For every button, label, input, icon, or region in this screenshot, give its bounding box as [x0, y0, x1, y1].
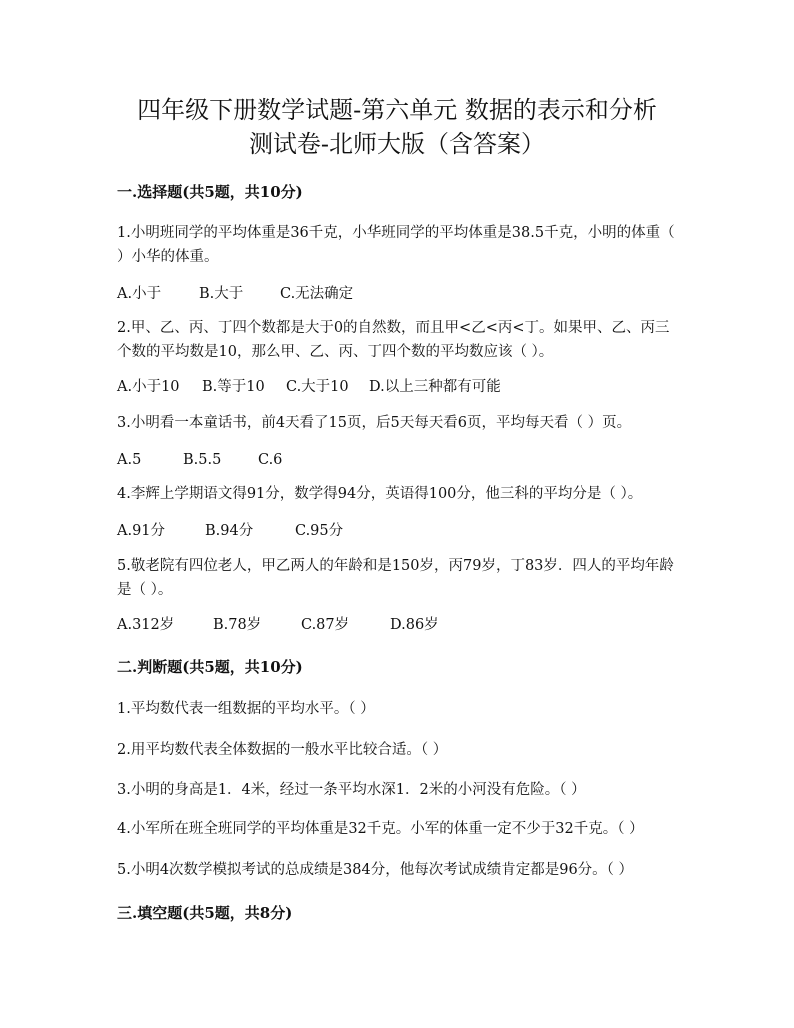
option-d: D.以上三种都有可能 [369, 379, 501, 395]
option-c: C.87岁 [301, 617, 350, 633]
page-title-line-2: 测试卷-北师大版（含答案） [248, 130, 546, 158]
options-row [117, 284, 353, 304]
options-row [117, 377, 501, 397]
question-text: 5.敬老院有四位老人，甲乙两人的年龄和是150岁，丙79岁，丁83岁．四人的平均年龄是（ ）。 [117, 558, 674, 598]
option-b: B.大于 [199, 286, 244, 302]
question-text: 5.小明4次数学模拟考试的总成绩是384分，他每次考试成绩肯定都是96分。（ ） [117, 862, 634, 878]
question-text: 4.小军所在班全班同学的平均体重是32千克。小军的体重一定不少于32千克。（ ） [117, 821, 644, 837]
option-c: C.95分 [295, 523, 344, 539]
section-heading-fill-in: 三.填空题(共5题，共8分) [117, 904, 293, 922]
question-text: 2.用平均数代表全体数据的一般水平比较合适。（ ） [117, 742, 448, 758]
section-heading-choice: 一.选择题(共5题，共10分) [117, 183, 303, 201]
options-row [117, 450, 282, 470]
option-c: C.6 [258, 452, 283, 468]
question-text: 2.甲、乙、丙、丁四个数都是大于0的自然数，而且甲<乙<丙<丁。如果甲、乙、丙三个数的平均数是10，那么甲、乙、丙、丁四个数的平均数应该（ ）。 [117, 320, 670, 360]
option-b: B.5.5 [183, 452, 222, 468]
option-c: C.大于10 [286, 379, 349, 395]
question-text: 4.李辉上学期语文得91分，数学得94分，英语得100分，他三科的平均分是（ ）。 [117, 486, 643, 502]
option-b: B.78岁 [213, 617, 262, 633]
options-row [117, 521, 343, 541]
options-row [117, 615, 439, 635]
option-b: B.94分 [205, 523, 254, 539]
option-d: D.86岁 [390, 617, 439, 633]
question-text: 1.小明班同学的平均体重是36千克，小华班同学的平均体重是38.5千克，小明的体重（ ）小华的体重。 [117, 225, 675, 265]
question-text: 3.小明的身高是1．4米，经过一条平均水深1．2米的小河没有危险。（ ） [117, 782, 586, 798]
section-heading-judgement: 二.判断题(共5题，共10分) [117, 658, 303, 676]
option-c: C.无法确定 [280, 286, 354, 302]
question-text: 1.平均数代表一组数据的平均水平。（ ） [117, 701, 375, 717]
option-a: A.312岁 [117, 617, 175, 633]
question-text: 3.小明看一本童话书，前4天看了15页，后5天每天看6页，平均每天看（ ）页。 [117, 415, 632, 431]
page-title-line-1: 四年级下册数学试题-第六单元 数据的表示和分析 [137, 96, 657, 124]
option-b: B.等于10 [202, 379, 265, 395]
option-a: A.5 [117, 452, 142, 468]
option-a: A.小于 [117, 286, 162, 302]
option-a: A.91分 [117, 523, 166, 539]
option-a: A.小于10 [117, 379, 180, 395]
